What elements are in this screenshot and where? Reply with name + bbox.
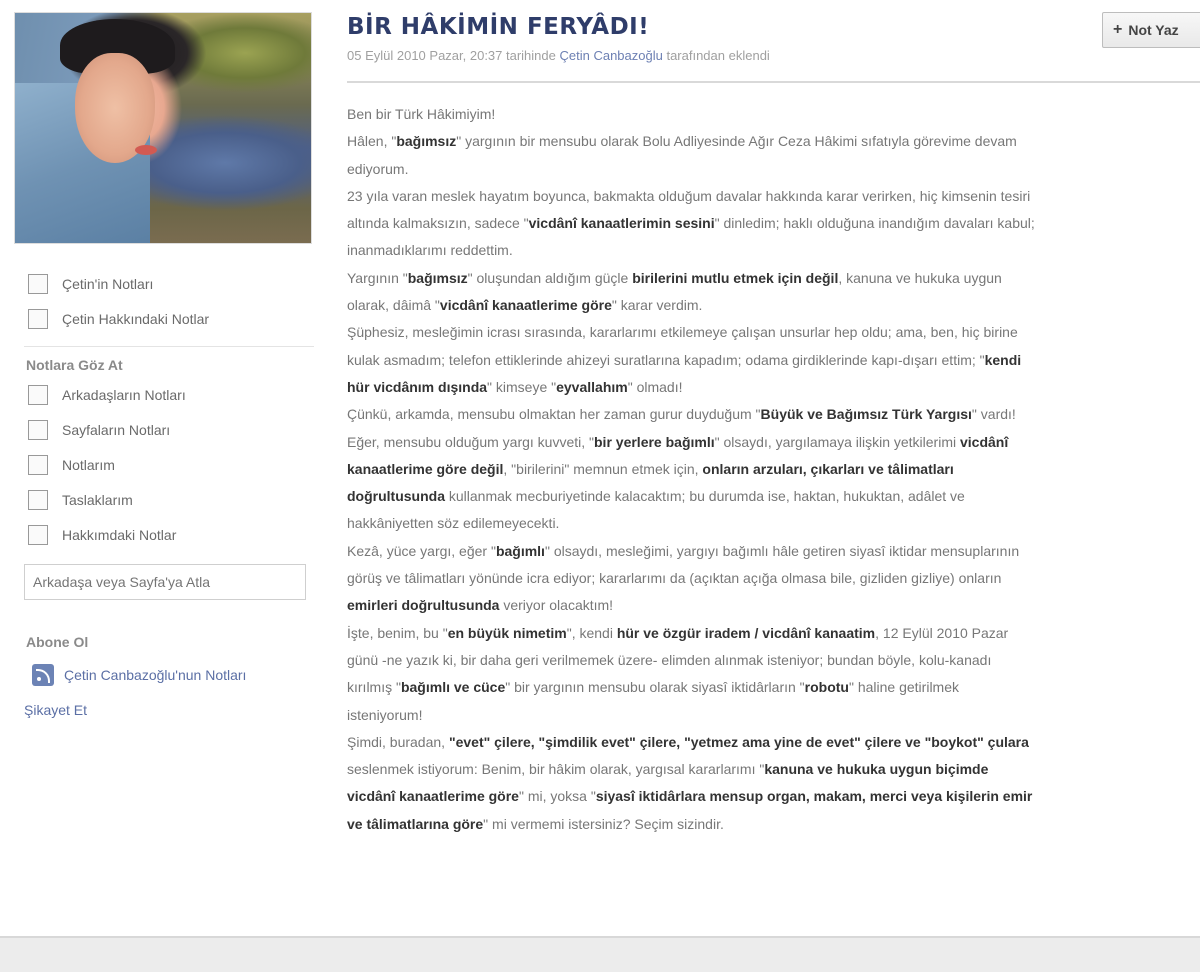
sidebar-divider bbox=[24, 346, 314, 347]
subscribe-notes-link[interactable] bbox=[32, 664, 314, 686]
body-text: " olmadı! bbox=[627, 378, 683, 395]
body-text: " mi, yoksa " bbox=[518, 788, 596, 805]
checkbox-icon[interactable] bbox=[28, 274, 48, 294]
emphasis-text: onların arzuları, çıkarları ve tâlimatları doğrultusunda bbox=[347, 460, 954, 505]
body-text: Ben bir Türk Hâkimiyim! bbox=[347, 106, 496, 122]
note-paragraph bbox=[347, 183, 1037, 265]
body-text: kullanmak mecburiyetinde kalacaktım; bu durumda ise, haktan, hukuktan, adâlet ve hakkâniyetten söz edilemeyecekti. bbox=[347, 488, 965, 532]
emphasis-text: vicdânî kanaatlerime göre değil bbox=[347, 433, 1009, 477]
emphasis-text: emirleri doğrultusunda bbox=[347, 597, 500, 614]
checkbox-icon[interactable] bbox=[28, 525, 48, 545]
body-text: Eğer, mensubu olduğum yargı kuvveti, " bbox=[347, 433, 594, 450]
emphasis-text: bir yerlere bağımlı bbox=[594, 433, 715, 450]
browse-notes-title: Notlara Göz At bbox=[26, 357, 123, 373]
report-link[interactable]: Şikayet Et bbox=[24, 702, 88, 718]
body-text: " haline getirilmek isteniyorum! bbox=[347, 679, 960, 723]
emphasis-text: en büyük nimetim bbox=[447, 624, 567, 641]
note-body bbox=[347, 101, 1037, 838]
note-main bbox=[347, 14, 1200, 838]
emphasis-text: bağımsız bbox=[407, 269, 468, 286]
emphasis-text: siyasî iktidârlara mensup organ, makam, merci veya kişilerin emir ve tâlimatlarına göre bbox=[347, 788, 1033, 832]
note-meta-suffix: tarafından eklendi bbox=[662, 48, 770, 63]
body-text: seslenmek istiyorum: Benim, bir hâkim olarak, yargısal kararlarımı " bbox=[347, 761, 765, 778]
write-note-button[interactable] bbox=[1102, 12, 1200, 48]
body-text: ", kendi bbox=[566, 624, 617, 641]
note-paragraph bbox=[347, 429, 1037, 538]
body-text: " olsaydı, yargılamaya ilişkin yetkilerimi bbox=[714, 433, 960, 450]
body-text: , "birilerini" memnun etmek için, bbox=[503, 460, 703, 477]
filter-label: Çetin Hakkındaki Notlar bbox=[62, 310, 210, 327]
filter-label: Hakkımdaki Notlar bbox=[62, 526, 177, 543]
emphasis-text: bağımlı ve cüce bbox=[400, 679, 506, 696]
note-paragraph bbox=[347, 729, 1037, 838]
body-text: 23 yıla varan meslek hayatım boyunca, bakmakta olduğum davalar hakkında karar verirken, hiç kimsenin tesiri altında kalmaksızın, sadece " bbox=[347, 187, 1031, 232]
author-link[interactable]: Çetin Canbazoğlu bbox=[559, 48, 663, 63]
emphasis-text: vicdânî kanaatlerime göre bbox=[439, 297, 612, 314]
filter-my-notes[interactable] bbox=[14, 447, 314, 482]
emphasis-text: kendi hür vicdânım dışında bbox=[347, 351, 1022, 395]
note-date: 05 Eylül 2010 Pazar, 20:37 tarihinde bbox=[347, 48, 560, 63]
emphasis-text: kanuna ve hukuka uygun biçimde vicdânî kanaatlerime göre bbox=[347, 761, 989, 805]
own-notes-filters bbox=[14, 266, 314, 336]
filter-my-drafts[interactable] bbox=[14, 482, 314, 517]
plus-icon: + bbox=[1113, 21, 1123, 38]
jump-to-friend-input[interactable] bbox=[24, 564, 306, 600]
body-text: Çünkü, arkamda, mensubu olmaktan her zaman gurur duyduğum " bbox=[347, 406, 761, 423]
emphasis-text: bağımlı bbox=[495, 542, 545, 559]
emphasis-text: Büyük ve Bağımsız Türk Yargısı bbox=[760, 406, 972, 423]
note-paragraph bbox=[347, 265, 1037, 320]
note-meta bbox=[347, 48, 1200, 63]
checkbox-icon[interactable] bbox=[28, 455, 48, 475]
note-paragraph bbox=[347, 401, 1037, 428]
body-text: Şüphesiz, mesleğimin icrası sırasında, kararlarımı etkilemeye çalışan unsurlar hep oldu; ama, ben, hiç birine kulak asmadım; telefon ettiklerinde ahizeyi suratlarına kapadım; odama girdiklerinde kapı-dışarı ettim; " bbox=[347, 324, 1018, 368]
rss-icon bbox=[32, 664, 54, 686]
body-text: Kezâ, yüce yargı, eğer " bbox=[347, 542, 496, 559]
body-text: " kimseye " bbox=[487, 378, 557, 395]
note-paragraph bbox=[347, 128, 1037, 183]
body-text: " dinledim; haklı olduğuna inandığım davaları kabul; inanmadıklarımı reddettim. bbox=[347, 215, 1035, 259]
checkbox-icon[interactable] bbox=[28, 420, 48, 440]
browse-notes-filters bbox=[14, 377, 314, 552]
subscribe-link-label: Çetin Canbazoğlu'nun Notları bbox=[64, 667, 247, 683]
note-paragraph bbox=[347, 538, 1037, 620]
body-text: " oluşundan aldığım güçle bbox=[467, 269, 633, 286]
note-paragraph bbox=[347, 620, 1037, 729]
filter-notes-about-cetin[interactable] bbox=[14, 301, 314, 336]
body-text: " karar verdim. bbox=[611, 297, 703, 314]
note-title: BİR HÂKİMİN FERYÂDI! bbox=[347, 14, 650, 40]
filter-label: Sayfaların Notları bbox=[62, 421, 171, 438]
body-text: " yargının bir mensubu olarak Bolu Adliyesinde Ağır Ceza Hâkimi sıfatıyla görevime devam ediyorum. bbox=[347, 133, 1017, 177]
body-text: " mi vermemi istersiniz? Seçim sizindir. bbox=[483, 815, 724, 832]
title-divider bbox=[347, 81, 1200, 83]
emphasis-text: birilerini mutlu etmek için değil bbox=[632, 269, 839, 286]
body-text: " bir yargının mensubu olarak siyasî iktidârların " bbox=[505, 679, 805, 696]
filter-label: Notlarım bbox=[62, 456, 115, 473]
note-paragraph bbox=[347, 319, 1037, 401]
emphasis-text: hür ve özgür iradem / vicdânî kanaatim bbox=[616, 624, 876, 641]
emphasis-text: bağımsız bbox=[396, 133, 457, 150]
body-text: " olsaydı, mesleğimi, yargıyı bağımlı hâle getiren siyasî iktidar mensuplarının görüş ve tâlimatları yönünde icra ediyor; kararlarımı da (açıktan açığa olmasa bile, gizliden gizliye) onların bbox=[347, 542, 1020, 587]
body-text: Yargının " bbox=[347, 269, 408, 286]
body-text: " vardı! bbox=[971, 406, 1016, 423]
profile-photo[interactable] bbox=[14, 12, 312, 244]
emphasis-text: "evet" çilere, "şimdilik evet" çilere, "yetmez ama yine de evet" çilere ve "boykot" çulara bbox=[448, 733, 1029, 750]
checkbox-icon[interactable] bbox=[28, 309, 48, 329]
filter-label: Taslaklarım bbox=[62, 491, 133, 508]
checkbox-icon[interactable] bbox=[28, 490, 48, 510]
filter-pages-notes[interactable] bbox=[14, 412, 314, 447]
body-text: , kanuna ve hukuka uygun olarak, dâimâ " bbox=[347, 269, 1002, 314]
body-text: , 12 Eylül 2010 Pazar günü -ne yazık ki, bir daha geri verilmemek üzere- elimden alınmak isteniyor; bundan böyle, kolu-kanadı kırılmış " bbox=[347, 624, 1009, 696]
filter-notes-about-me[interactable] bbox=[14, 517, 314, 552]
left-sidebar bbox=[14, 12, 314, 718]
emphasis-text: robotu bbox=[804, 679, 849, 696]
filter-label: Arkadaşların Notları bbox=[62, 386, 186, 403]
emphasis-text: eyvallahım bbox=[556, 378, 628, 395]
photo-lips bbox=[135, 145, 157, 155]
note-paragraph bbox=[347, 101, 1037, 128]
emphasis-text: vicdânî kanaatlerimin sesini bbox=[528, 215, 715, 232]
filter-friends-notes[interactable] bbox=[14, 377, 314, 412]
filter-cetins-notes[interactable] bbox=[14, 266, 314, 301]
body-text: Şimdi, buradan, bbox=[347, 733, 449, 750]
body-text: Hâlen, " bbox=[347, 133, 397, 150]
write-note-label: Not Yaz bbox=[1128, 22, 1179, 38]
bottom-bar bbox=[0, 936, 1200, 972]
body-text: İşte, benim, bu " bbox=[347, 624, 448, 641]
body-text: veriyor olacaktım! bbox=[499, 597, 614, 614]
subscribe-section bbox=[14, 634, 314, 718]
filter-label: Çetin'in Notları bbox=[62, 275, 154, 292]
checkbox-icon[interactable] bbox=[28, 385, 48, 405]
subscribe-title: Abone Ol bbox=[26, 634, 89, 650]
